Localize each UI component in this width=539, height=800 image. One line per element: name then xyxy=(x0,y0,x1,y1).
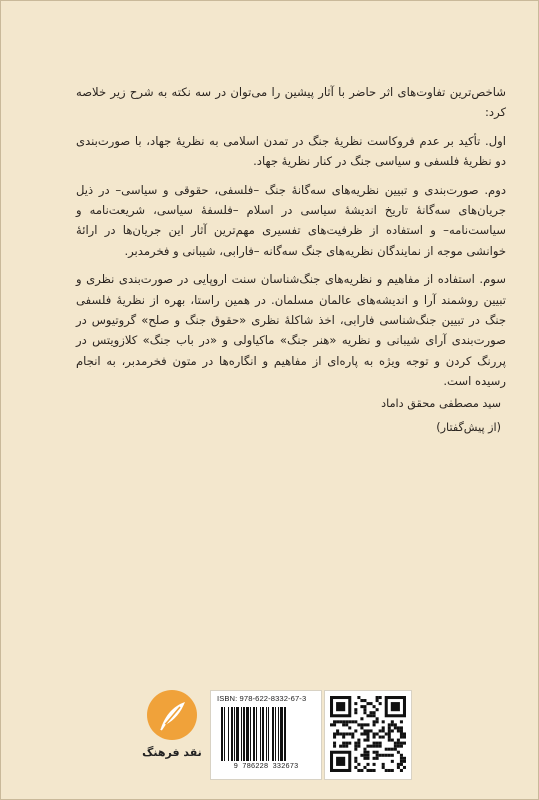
point-two-paragraph: دوم. صورت‌بندی و تبیین نظریه‌های سه‌گانهٔ جنگ –فلسفی، حقوقی و سیاسی– در ذیل جریان‌های سه‌گانهٔ تاریخ اندیشهٔ سیاسی در اسلام –فلسفهٔ سیاسی، شریعت‌نامه و سیاست‌نامه– و استفاده از ظرفیت‌های تفسیری مهم‌ترین آثار این جریان‌ها در ارائهٔ خوانشی موجه از نمایندگان نظریه‌های جنگ سه‌گانه –فارابی، شیبانی و فخرمدبر. xyxy=(76,182,506,258)
signature-block xyxy=(241,392,501,440)
cover-text xyxy=(76,82,506,392)
point-one-paragraph: اول. تأکید بر عدم فروکاست نظریهٔ جنگ در تمدن اسلامی به نظریهٔ جهاد، با صورت‌بندی دو نظریهٔ فلسفی و سیاسی جنگ در کنار نظریهٔ جهاد. xyxy=(76,133,506,169)
barcode-icon xyxy=(219,707,313,761)
author-name: سید مصطفی محقق داماد xyxy=(381,397,501,410)
qr-code-icon xyxy=(330,696,406,772)
qr-code-panel xyxy=(324,690,412,780)
source-note: (از پیش‌گفتار) xyxy=(436,421,501,434)
publisher-logo xyxy=(140,690,204,780)
feather-icon xyxy=(147,690,197,740)
point-three-paragraph: سوم. استفاده از مفاهیم و نظریه‌های جنگ‌شناسان سنت اروپایی در صورت‌بندی نظری و تبیین روشمند آرا و اندیشه‌های عالمان مسلمان. در همین راستا، بهره از نظریهٔ فلسفی جنگ در تبیین جنگ‌شناسی فارابی، اخذ شاکلهٔ نظری «حقوق جنگ و صلح» گروتیوس در صورت‌بندی آرای شیبانی و نظریه «هنر جنگ» ماکیاولی و «در باب جنگ» کلازویتس در پررنگ کردن و توجه ویژه به پاره‌ای از مفاهیم و انگاره‌ها در متون فخرمدبر، به انجام رسیده است. xyxy=(76,272,506,389)
publisher-name: نقد فرهنگ xyxy=(142,746,202,759)
isbn-label: ISBN: 978-622-8332-67-3 xyxy=(217,694,307,703)
intro-paragraph: شاخص‌ترین تفاوت‌های اثر حاضر با آثار پیشین را می‌توان در سه نکته به شرح زیر خلاصه کرد: xyxy=(76,85,506,120)
isbn-barcode-panel xyxy=(210,690,322,780)
barcode-number: 9 786228 332673 xyxy=(233,763,299,771)
